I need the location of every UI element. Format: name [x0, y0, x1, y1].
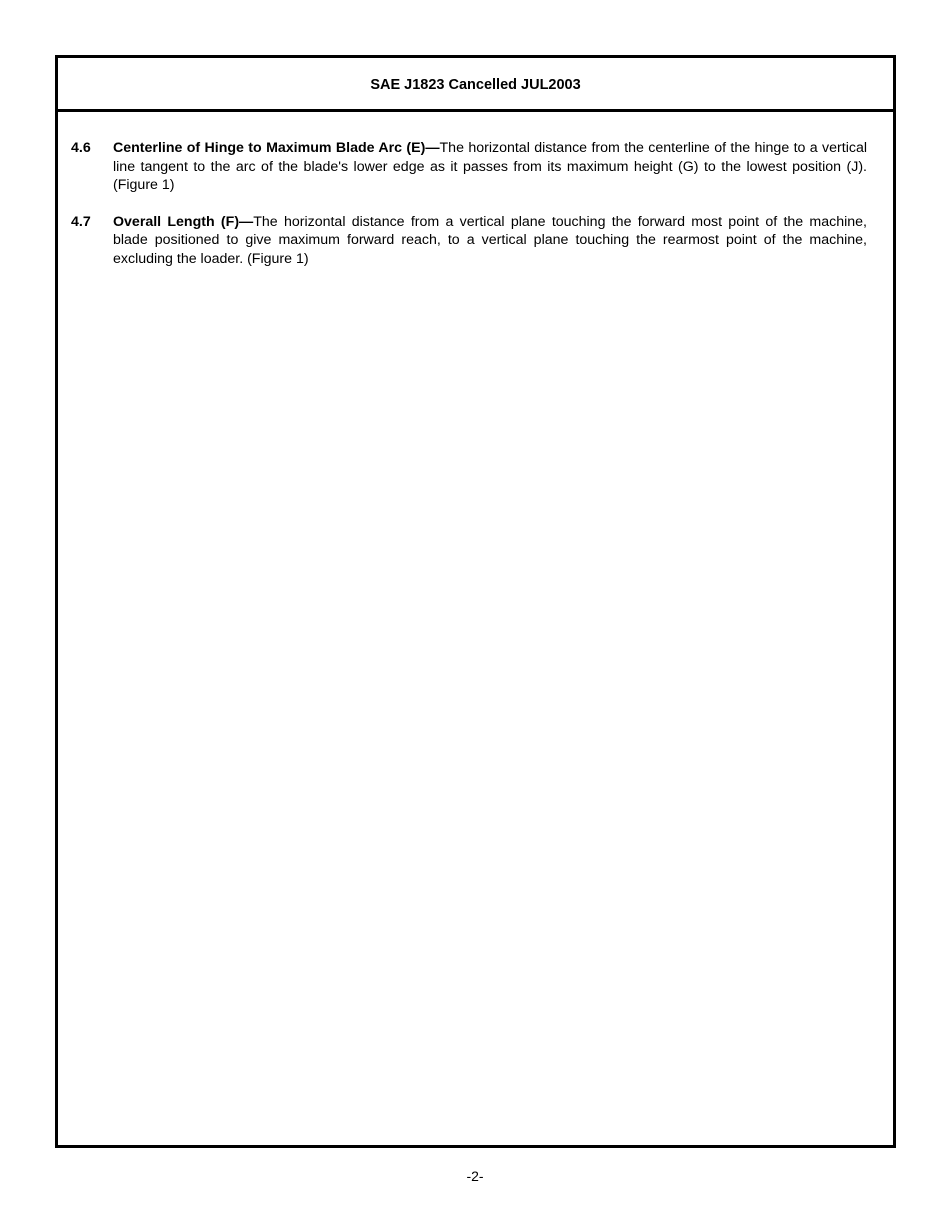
section-paragraph — [113, 139, 867, 195]
document-title: SAE J1823 Cancelled JUL2003 — [370, 77, 581, 93]
page-number: -2- — [466, 1168, 484, 1184]
section-title: Centerline of Hinge to Maximum Blade Arc (E)— — [113, 140, 440, 156]
section-4-6 — [71, 139, 867, 195]
section-paragraph — [113, 213, 867, 269]
page-frame — [55, 55, 896, 1148]
section-text: The horizontal distance from the centerline of the hinge to a vertical line tangent to the arc of the blade's lower edge as it passes from its maximum height (G) to the lowest position (J). (Figure 1) — [113, 140, 867, 194]
document-body — [58, 112, 893, 269]
section-number: 4.6 — [71, 140, 91, 156]
section-4-7 — [71, 213, 867, 269]
section-text: The horizontal distance from a vertical plane touching the forward most point of the machine, blade positioned to give maximum forward reach, to a vertical plane touching the rearmost point of the machine, excluding the loader. (Figure 1) — [113, 213, 867, 267]
section-title: Overall Length (F)— — [113, 213, 254, 230]
section-number: 4.7 — [71, 213, 91, 230]
document-header — [58, 58, 893, 112]
